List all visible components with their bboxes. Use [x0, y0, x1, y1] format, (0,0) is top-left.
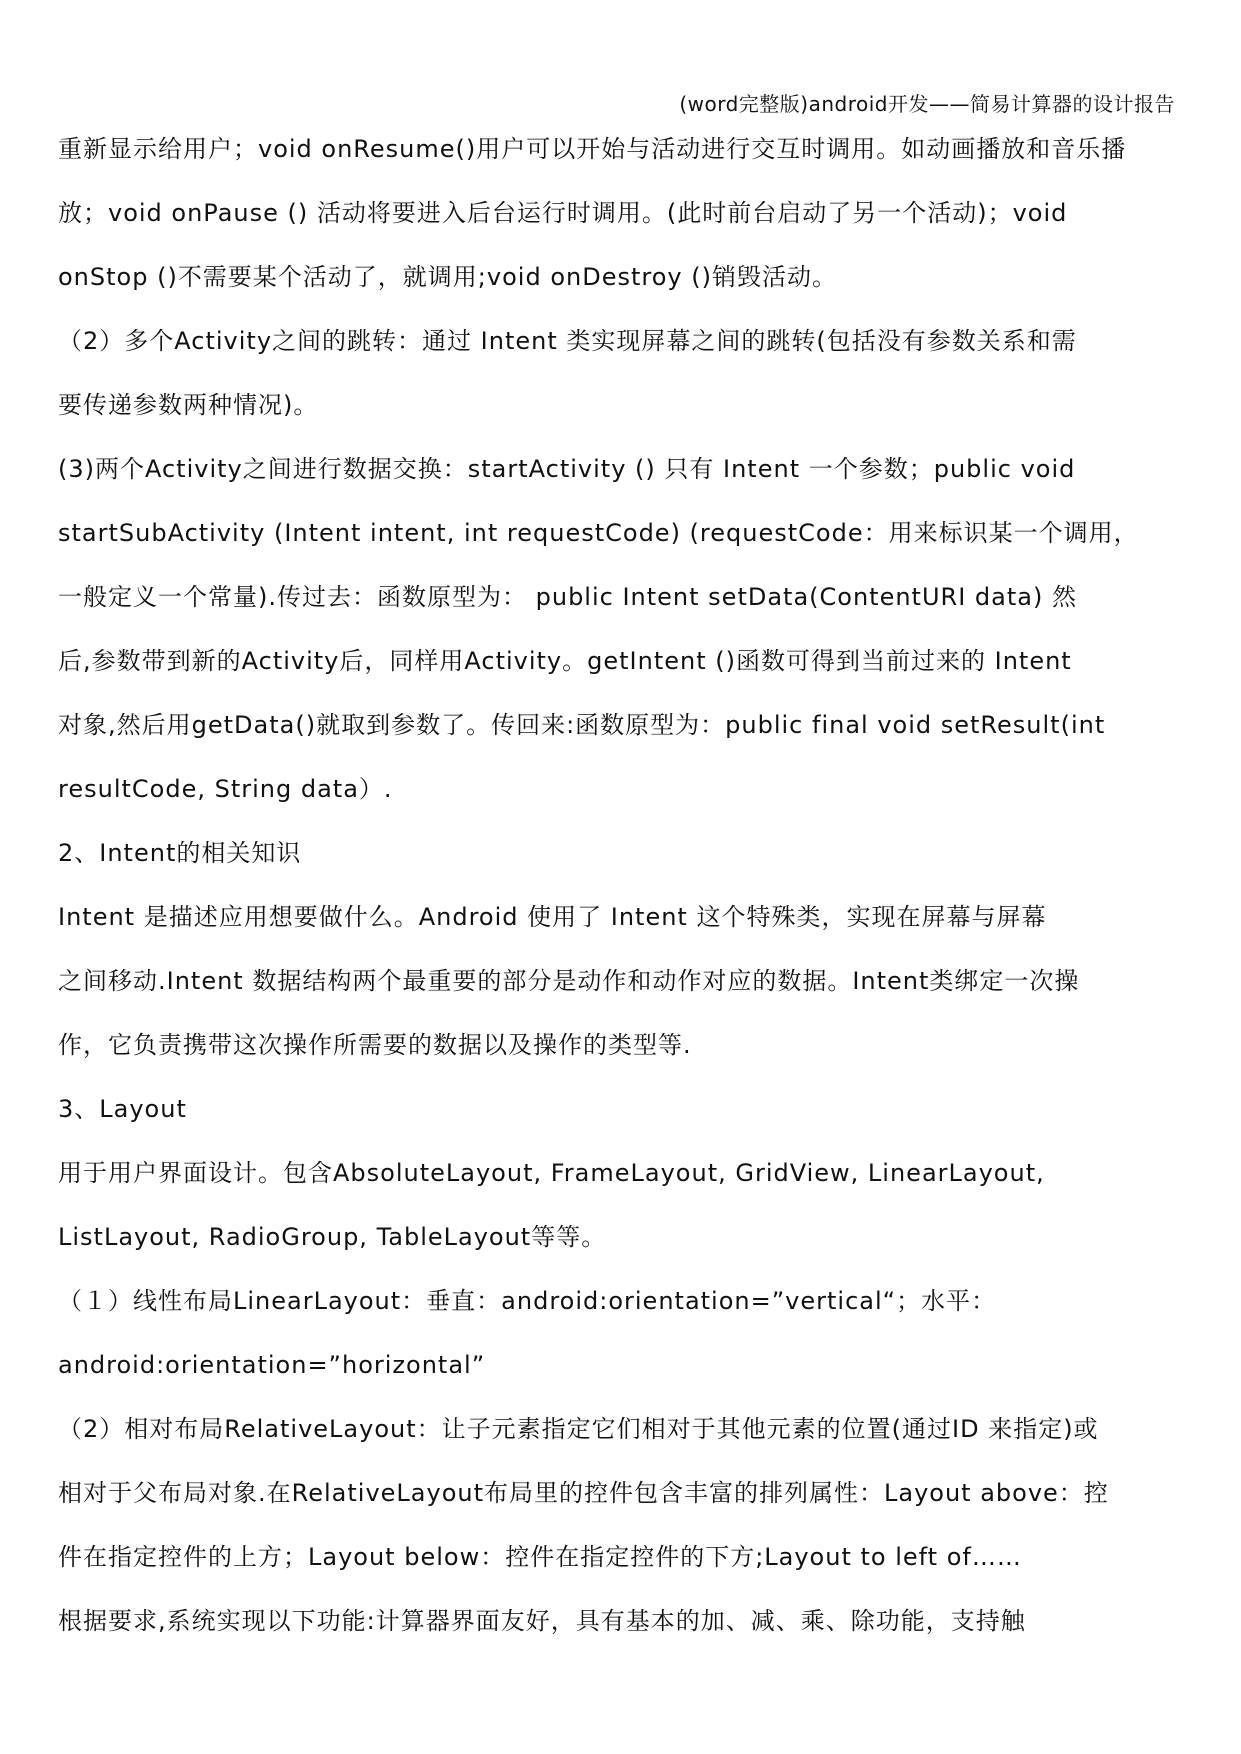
page-header: (word完整版)android开发——简易计算器的设计报告 — [679, 92, 1175, 116]
text-line: 放；void onPause () 活动将要进入后台运行时调用。(此时前台启动了另一个活动)；void — [58, 199, 1068, 227]
text-line: 对象,然后用getData()就取到参数了。传回来:函数原型为：public final void setResult(int — [58, 711, 1106, 739]
text-line: (3)两个Activity之间进行数据交换：startActivity () 只有 Intent 一个参数；public void — [58, 455, 1076, 483]
text-line: 之间移动.Intent 数据结构两个最重要的部分是动作和动作对应的数据。Intent类绑定一次操 — [58, 967, 1080, 995]
text-line: 相对于父布局对象.在RelativeLayout布局里的控件包含丰富的排列属性：Layout above：控 — [58, 1479, 1109, 1507]
text-line: android:orientation=”horizontal” — [58, 1351, 486, 1379]
text-line: 根据要求,系统实现以下功能:计算器界面友好，具有基本的加、减、乘、除功能，支持触 — [58, 1607, 1026, 1635]
text-line: （2）多个Activity之间的跳转：通过 Intent 类实现屏幕之间的跳转(包括没有参数关系和需 — [58, 327, 1077, 355]
text-line: （１）线性布局LinearLayout：垂直：android:orientation=”vertical“；水平： — [58, 1287, 997, 1315]
section-heading: 3、Layout — [58, 1095, 187, 1123]
text-line: 用于用户界面设计。包含AbsoluteLayout, FrameLayout, GridView, LinearLayout, — [58, 1159, 1045, 1187]
text-line: startSubActivity (Intent intent, int requestCode) (requestCode：用来标识某一个调用， — [58, 519, 1139, 547]
text-line: 一般定义一个常量).传过去：函数原型为： public Intent setData(ContentURI data) 然 — [58, 583, 1077, 611]
text-line: （2）相对布局RelativeLayout：让子元素指定它们相对于其他元素的位置(通过ID 来指定)或 — [58, 1415, 1099, 1443]
text-line: 作，它负责携带这次操作所需要的数据以及操作的类型等. — [58, 1031, 692, 1059]
text-line: 要传递参数两种情况)。 — [58, 391, 319, 419]
text-line: onStop ()不需要某个活动了，就调用;void onDestroy ()销毁活动。 — [58, 263, 837, 291]
text-line: 后,参数带到新的Activity后，同样用Activity。getIntent ()函数可得到当前过来的 Intent — [58, 647, 1072, 675]
text-line: 件在指定控件的上方；Layout below：控件在指定控件的下方;Layout to left of…… — [58, 1543, 1022, 1571]
text-line: Intent 是描述应用想要做什么。Android 使用了 Intent 这个特殊类，实现在屏幕与屏幕 — [58, 903, 1047, 931]
text-line: resultCode, String data）. — [58, 775, 393, 803]
text-line: ListLayout, RadioGroup, TableLayout等等。 — [58, 1223, 607, 1251]
section-heading: 2、Intent的相关知识 — [58, 839, 302, 867]
text-line: 重新显示给用户；void onResume()用户可以开始与活动进行交互时调用。如动画播放和音乐播 — [58, 135, 1127, 163]
